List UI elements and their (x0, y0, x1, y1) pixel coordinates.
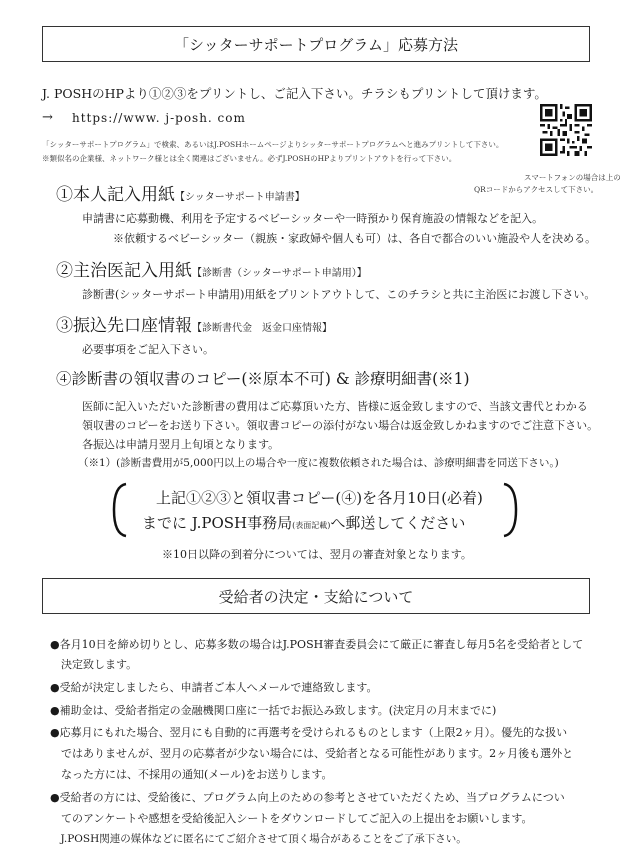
bullet-line-10: J.POSH関連の媒体などに匿名にてご紹介させて頂く場合があることをご了承下さい。 (50, 833, 467, 845)
bullet-line-6: ではありませんが、翌月の応募者が少ない場合には、受給者となる可能性があります。2ヶ月後も選外と (50, 747, 574, 760)
qr-note-2: QRコードからアクセスして下さい。 (474, 185, 599, 194)
bullet-line-3: ●受給が決定しましたら、申請者ご本人へメールで連絡致します。 (50, 681, 378, 694)
deadline-note: ※10日以降の到着分については、翌月の審査対象となります。 (162, 548, 472, 561)
deadline-line-2-main: までに J.POSH事務局 (142, 514, 293, 532)
intro-line: J. POSHのHPより①②③をプリントし、ご記入下さい。チラシもプリントして頂けます。 (42, 86, 547, 101)
deadline-line-2-small: (表面記載) (292, 521, 331, 530)
deadline-line-2 (142, 512, 465, 533)
deadline-line-2-end: へ郵送してください (330, 514, 466, 532)
section-4-text-2: 領収書のコピーをお送り下さい。領収書コピーの添付がない場合は返金致しかねますのでご注意下さい。 (82, 419, 599, 432)
intro-note-1: 「シッターサポートプログラム」で検索、あるいはJ.POSHホームページよりシッターサポートプログラムへと進みプリントして下さい。 (42, 140, 504, 149)
section-1-subtitle: 【シッターサポート申請書】 (175, 192, 305, 203)
header-title-box (42, 26, 590, 62)
qr-note-1: スマートフォンの場合は上の (524, 173, 621, 182)
section-3-subtitle: 【診断書代金 返金口座情報】 (192, 323, 332, 334)
intro-note-2: ※類似名の企業様、ネットワーク様とは全く関連はございません。必ずJ.POSHのHPよりプリントアウトを行って下さい。 (42, 154, 457, 163)
section-4-heading (56, 367, 470, 389)
section-1-heading (56, 180, 305, 205)
bullet-line-5: ●応募月にもれた場合、翌月にも自動的に再選考を受けられるものとします（上限2ヶ月）。優先的な扱い (50, 726, 568, 739)
section-4-text-1: 医師に記入いただいた診断書の費用はご応募頂いた方、皆様に返金致しますので、当該文書代とわかる (82, 400, 588, 413)
bullet-line-4: ●補助金は、受給者指定の金融機関口座に一括でお振込み致します。(決定月の月末までに) (50, 704, 497, 717)
section-4-text-3: 各振込は申請月翌月上旬頃となります。 (82, 438, 280, 451)
section-1-text-2: ※依頼するベビーシッター（親族・家政婦や個人も可）は、各自で都合のいい施設や人を決める。 (113, 232, 597, 245)
right-bracket-icon (500, 482, 520, 538)
header-title: 「シッターサポートプログラム」応募方法 (173, 35, 459, 54)
bullet-line-7: なった方には、不採用の通知(メール)をお送りします。 (50, 768, 333, 781)
section2-title-box (42, 578, 590, 614)
section-1-text-1: 申請書に応募動機、利用を予定するベビーシッターや一時預かり保育施設の情報などを記入。 (82, 212, 544, 225)
left-bracket-icon (110, 482, 130, 538)
bullet-line-8: ●受給者の方には、受給後に、プログラム向上のための参考とさせていただくため、当プログラムについ (50, 791, 565, 804)
section-2-title: ②主治医記入用紙 (56, 261, 192, 281)
website-link[interactable]: https://www. j-posh. com (72, 111, 246, 125)
qr-code-icon[interactable] (540, 104, 592, 156)
deadline-line-1: 上記①②③と領収書コピー(④)を各月10日(必着) (156, 489, 483, 507)
section-3-heading (56, 311, 332, 336)
section-3-text-1: 必要事項をご記入下さい。 (82, 343, 214, 356)
section-1-title: ①本人記入用紙 (56, 185, 175, 205)
section-3-title: ③振込先口座情報 (56, 316, 192, 336)
arrow-icon: → (42, 110, 53, 125)
section2-title: 受給者の決定・支給について (218, 587, 414, 606)
section-2-text-1: 診断書(シッターサポート申請用)用紙をプリントアウトして、このチラシと共に主治医にお渡し下さい。 (82, 288, 596, 301)
section-4-title: ④診断書の領収書のコピー(※原本不可) & 診療明細書(※1) (56, 370, 470, 388)
bullet-line-2: 決定致します。 (50, 658, 138, 671)
bullet-line-9: てのアンケートや感想を受給後記入シートをダウンロードしてご記入の上提出をお願いします。 (50, 812, 533, 825)
section-4-text-4: （※1）(診断書費用が5,000円以上の場合や一度に複数依頼された場合は、診療明細書を同送下さい。) (78, 457, 559, 469)
bullet-line-1: ●各月10日を締め切りとし、応募多数の場合はJ.POSH審査委員会にて厳正に審査し毎月5名を受給者として (50, 638, 584, 651)
section-2-subtitle: 【診断書（シッターサポート申請用）】 (192, 268, 367, 279)
section-2-heading (56, 256, 367, 281)
